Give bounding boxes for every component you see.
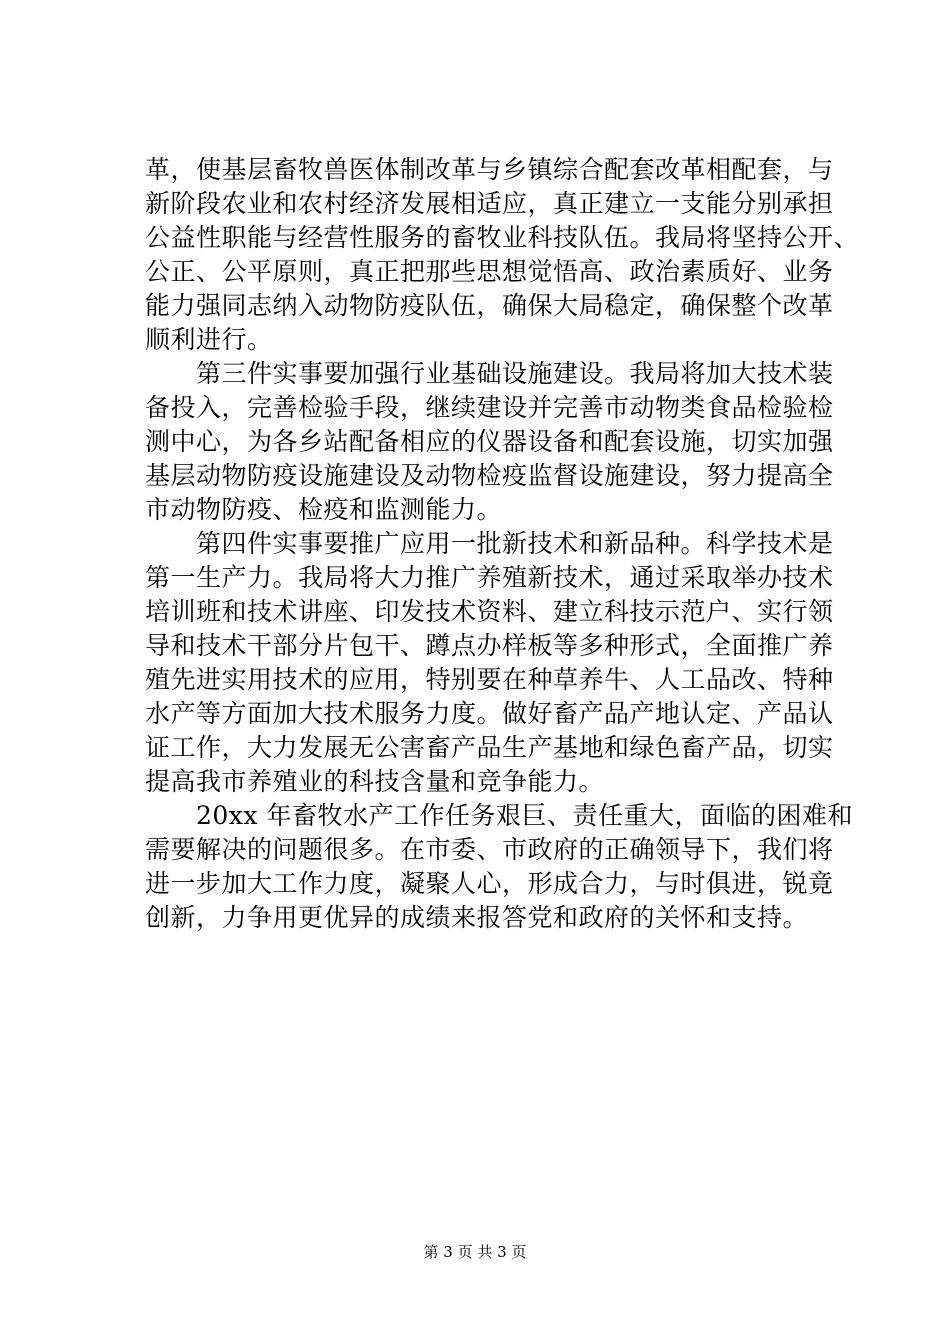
text-line: 提高我市养殖业的科技含量和竞争能力。 <box>145 767 605 796</box>
text-line: 基层动物防疫设施建设及动物检疫监督设施建设，努力提高全 <box>145 461 834 490</box>
text-line: 创新，力争用更优异的成绩来报答党和政府的关怀和支持。 <box>145 903 809 932</box>
text-line: 公正、公平原则，真正把那些思想觉悟高、政治素质好、业务 <box>145 257 834 286</box>
text-line: 第三件实事要加强行业基础设施建设。我局将加大技术装 <box>145 359 834 388</box>
document-body <box>145 153 860 935</box>
text-line: 第一生产力。我局将大力推广养殖新技术，通过采取举办技术 <box>145 563 834 592</box>
text-line: 新阶段农业和农村经济发展相适应，真正建立一支能分别承担 <box>145 189 834 218</box>
text-line: 革，使基层畜牧兽医体制改革与乡镇综合配套改革相配套，与 <box>145 155 834 184</box>
page-number-footer: 第 3 页 共 3 页 <box>423 1243 527 1261</box>
text-line: 20xx 年畜牧水产工作任务艰巨、责任重大，面临的困难和 <box>145 801 853 830</box>
text-line: 水产等方面加大技术服务力度。做好畜产品产地认定、产品认 <box>145 699 834 728</box>
text-line: 备投入，完善检验手段，继续建设并完善市动物类食品检验检 <box>145 393 834 422</box>
text-line: 市动物防疫、检疫和监测能力。 <box>145 495 503 524</box>
text-line: 第四件实事要推广应用一批新技术和新品种。科学技术是 <box>145 529 834 558</box>
text-line: 能力强同志纳入动物防疫队伍，确保大局稳定，确保整个改革 <box>145 291 834 320</box>
text-line: 证工作，大力发展无公害畜产品生产基地和绿色畜产品，切实 <box>145 733 834 762</box>
text-line: 殖先进实用技术的应用，特别要在种草养牛、人工品改、特种 <box>145 665 834 694</box>
text-line: 导和技术干部分片包干、蹲点办样板等多种形式，全面推广养 <box>145 631 834 660</box>
text-line: 公益性职能与经营性服务的畜牧业科技队伍。我局将坚持公开、 <box>145 223 860 252</box>
text-line: 需要解决的问题很多。在市委、市政府的正确领导下，我们将 <box>145 835 834 864</box>
text-line: 培训班和技术讲座、印发技术资料、建立科技示范户、实行领 <box>145 597 834 626</box>
text-line: 进一步加大工作力度，凝聚人心，形成合力，与时俱进，锐竟 <box>145 869 834 898</box>
text-line: 顺利进行。 <box>145 325 273 354</box>
text-line: 测中心，为各乡站配备相应的仪器设备和配套设施，切实加强 <box>145 427 834 456</box>
